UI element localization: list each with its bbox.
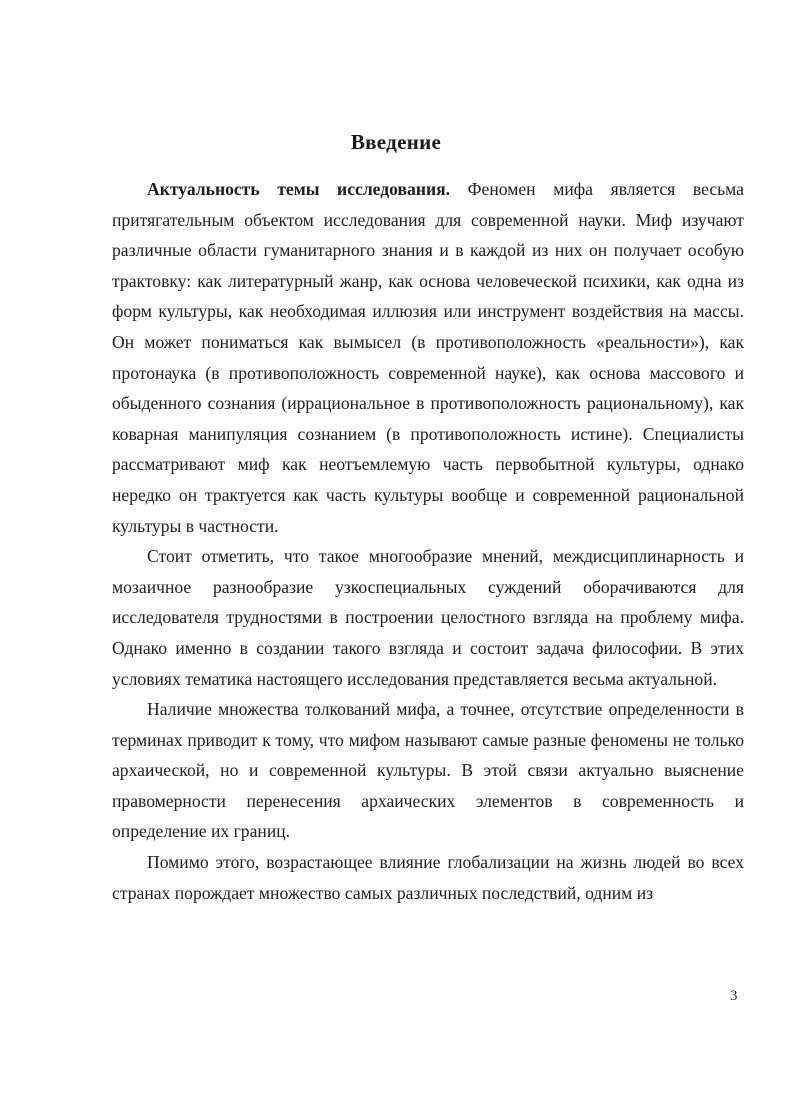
paragraph-lead-heading: Актуальность темы исследования.	[147, 179, 451, 199]
paragraph-text: Феномен мифа является весьма притягательным объектом исследования для современной науки. Миф изучают различные области гуманитарного знания и в каждой из них он получает особую трактовку: как литературный жанр, как основа человеческой психики, как одна из форм культуры, как необходимая иллюзия или инструмент воздействия на массы. Он может пониматься как вымысел (в противоположность «реальности»), как протонаука (в противоположность современной науке), как основа массового и обыденного сознания (иррациональное в противоположность рациональному), как коварная манипуляция сознанием (в противоположность истине). Специалисты рассматривают миф как неотъемлемую часть первобытной культуры, однако нередко он трактуется как часть культуры вообще и современной рациональной культуры в частности.	[112, 179, 744, 536]
page-number: 3	[730, 988, 738, 1004]
paragraph-relevance	[112, 174, 744, 541]
page-title: Введение	[350, 130, 442, 154]
paragraph-globalization: Помимо этого, возрастающее влияние глобализации на жизнь людей во всех странах порождает множество самых различных последствий, одним из	[112, 852, 744, 903]
paragraph-interpretations: Наличие множества толкований мифа, а точнее, отсутствие определенности в терминах приводит к тому, что мифом называют самые разные феномены не только архаической, но и современной культуры. В этой связи актуально выяснение правомерности перенесения архаических элементов в современность и определение их границ.	[112, 699, 744, 842]
paragraph-diversity: Стоит отметить, что такое многообразие мнений, междисциплинарность и мозаичное разнообразие узкоспециальных суждений оборачиваются для исследователя трудностями в построении целостного взгляда на проблему мифа. Однако именно в создании такого взгляда и состоит задача философии. В этих условиях тематика настоящего исследования представляется весьма актуальной.	[112, 546, 744, 689]
document-body	[112, 174, 744, 908]
